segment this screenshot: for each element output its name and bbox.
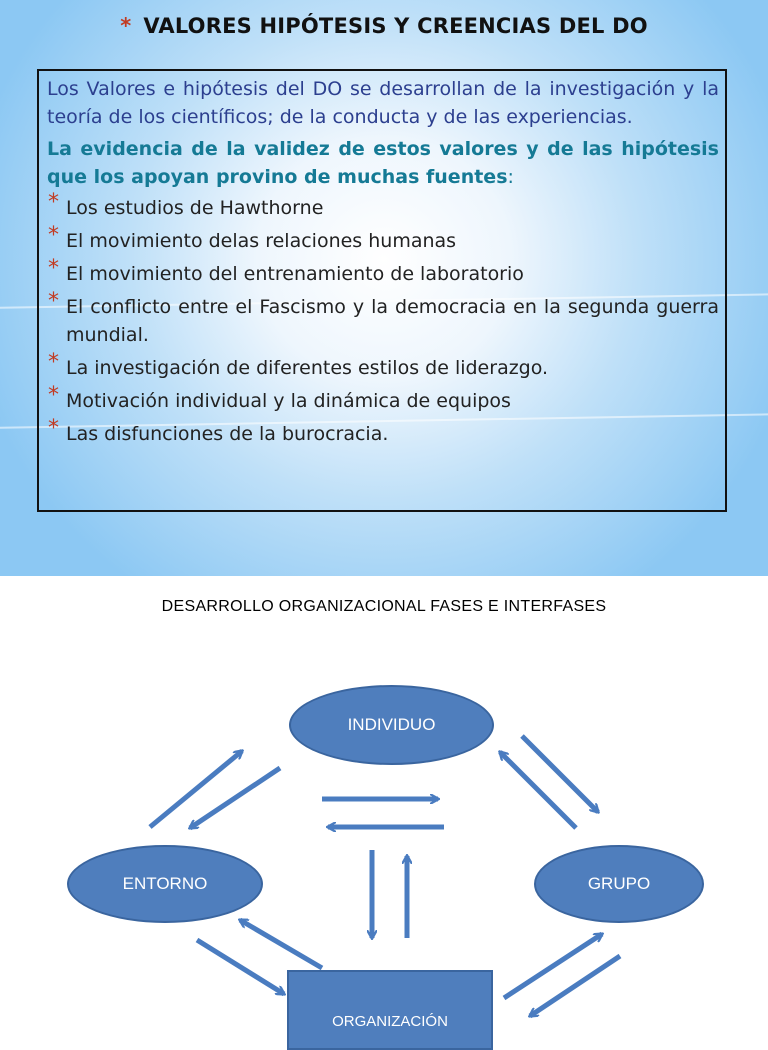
- content-box: [37, 69, 727, 512]
- list-item: [47, 223, 719, 255]
- arrow-grupo-to-organizacion: [530, 956, 620, 1016]
- node-grupo-label: GRUPO: [587, 874, 651, 893]
- slide-title-text: VALORES HIPÓTESIS Y CREENCIAS DEL DO: [143, 14, 648, 38]
- bullet-star-icon: *: [48, 350, 59, 375]
- arrow-individuo-to-entorno: [190, 768, 280, 828]
- bullet-star-icon: *: [48, 256, 59, 281]
- bullet-star-icon: *: [48, 383, 59, 408]
- intro-paragraph: Los Valores e hipótesis del DO se desarrollan de la investigación y la teoría de los científicos; de la conducta y de las experiencias.: [47, 78, 719, 128]
- list-item: [47, 190, 719, 222]
- arrow-entorno-to-organizacion: [197, 940, 284, 994]
- evidence-paragraph: [47, 135, 719, 191]
- slide-diagram: [0, 576, 768, 1030]
- slide-title: [0, 14, 768, 38]
- diagram-title: DESARROLLO ORGANIZACIONAL FASES E INTERFASES: [161, 598, 607, 615]
- sources-list: [47, 190, 719, 448]
- title-star-icon: *: [120, 14, 132, 38]
- arrow-individuo-to-grupo: [522, 736, 598, 812]
- bullet-star-icon: *: [48, 289, 59, 314]
- list-item: [47, 256, 719, 288]
- list-item-text: La investigación de diferentes estilos de liderazgo.: [66, 357, 549, 379]
- evidence-text: La evidencia de la validez de estos valores y de las hipótesis que los apoyan provino de muchas fuentes: [47, 138, 719, 188]
- node-grupo: [534, 845, 704, 923]
- bullet-star-icon: *: [48, 223, 59, 248]
- list-item: [47, 383, 719, 415]
- list-item: [47, 350, 719, 382]
- list-item-text: Los estudios de Hawthorne: [66, 197, 324, 219]
- list-item-text: El movimiento delas relaciones humanas: [66, 230, 457, 252]
- node-individuo: [289, 685, 494, 765]
- node-entorno: [67, 845, 263, 923]
- node-individuo-label: INDIVIDUO: [347, 715, 436, 734]
- list-item-text: El conflicto entre el Fascismo y la democracia en la segunda guerra mundial.: [66, 296, 719, 346]
- node-entorno-label: ENTORNO: [122, 874, 208, 893]
- list-item-text: Las disfunciones de la burocracia.: [66, 423, 389, 445]
- evidence-colon: :: [507, 166, 514, 188]
- node-organizacion: [287, 970, 493, 1050]
- bullet-star-icon: *: [48, 416, 59, 441]
- bullet-star-icon: *: [48, 190, 59, 215]
- list-item-text: Motivación individual y la dinámica de equipos: [66, 390, 511, 412]
- list-item: [47, 289, 719, 349]
- arrow-organizacion-to-grupo: [504, 934, 602, 998]
- arrow-entorno-to-individuo: [150, 751, 242, 827]
- list-item: [47, 416, 719, 448]
- arrow-organizacion-to-entorno: [240, 920, 322, 968]
- diagram-arrows: [0, 576, 768, 1024]
- arrow-grupo-to-individuo: [500, 752, 576, 828]
- node-organizacion-label: ORGANIZACIÓN: [332, 1013, 448, 1030]
- list-item-text: El movimiento del entrenamiento de laboratorio: [66, 263, 524, 285]
